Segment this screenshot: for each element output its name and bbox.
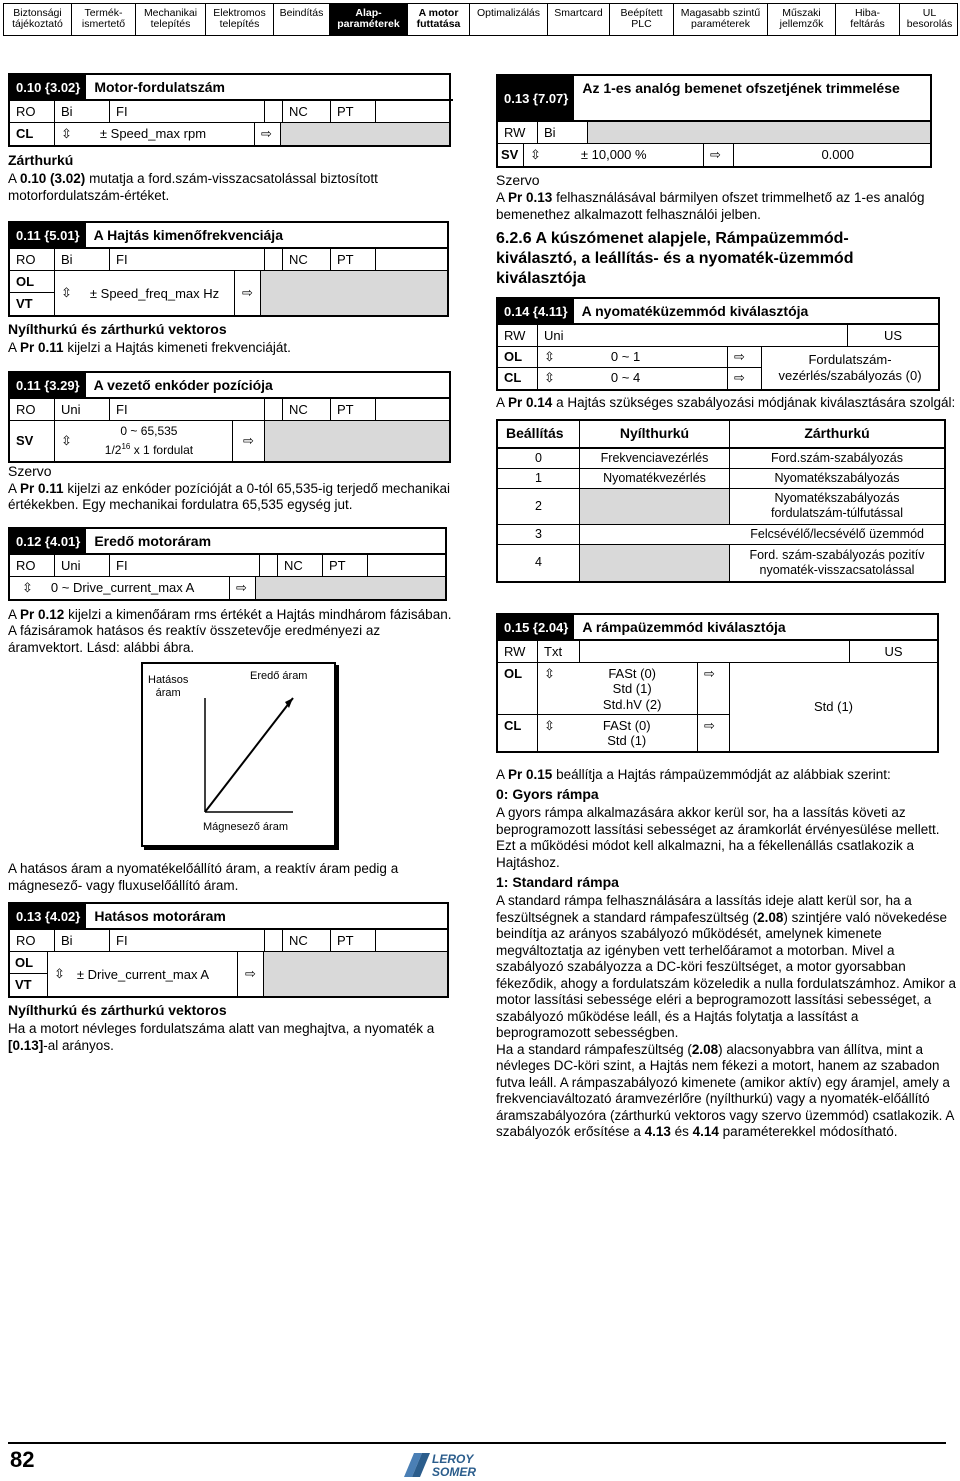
paragraph: A Pr 0.11 kijelzi a Hajtás kimeneti frekvenciáját. [8,340,291,355]
attr-cell: RW [498,325,538,346]
attr-cell [588,122,930,143]
paragraph: A 0.10 (3.02) mutatja a ford.szám-visszacsatolással biztosított motorfordulatszám-értéket. [8,171,378,203]
attr-cell [265,930,283,951]
arrow-cell [698,663,729,714]
mode-label: SV [10,421,55,461]
table-row [498,525,944,545]
section-label: Nyílthurkú és zárthurkú vektoros [8,1002,227,1018]
table-cell: Nyomatékszabályozás [774,470,900,485]
default-cell [265,421,449,461]
mode-label: CL [10,123,55,145]
range-cell [538,347,728,367]
param-table-0-13-active [8,902,449,998]
table-row [498,545,944,581]
arrow-right-icon: ⇨ [734,370,745,385]
nav-tab[interactable]: Elektromos telepítés [206,4,274,35]
table-cell: Nyomatékszabályozás fordulatszám-túlfutással [770,491,903,520]
range-cell [55,123,255,145]
attr-cell: RO [10,249,55,270]
arrow-right-icon: ⇨ [243,432,254,448]
nav-tab[interactable]: Magasabb szintű paraméterek [674,4,768,35]
param-table-0-15 [496,613,939,753]
updown-icon: ⇳ [61,126,72,141]
attr-cell: FI [110,930,265,951]
section-label: Nyílthurkú és zárthurkú vektoros [8,321,227,337]
param-title: A nyomatéküzemmód kiválasztója [581,303,809,319]
page-number: 82 [10,1447,35,1472]
subsection-title: 0: Gyors rámpa [496,786,599,802]
updown-icon: ⇳ [54,966,65,981]
result-current-label: Eredő áram [250,670,308,682]
nav-tab[interactable]: A motor futtatása [408,4,470,35]
param-code: 0.13 {7.07} [498,76,574,120]
param-table-0-12 [8,527,447,601]
options-value: FASt (0) Std (1) Std.hV (2) [602,665,662,712]
attr-cell: RO [10,930,55,951]
param-code: 0.11 {3.29} [10,373,86,397]
attr-cell [580,641,850,662]
range-cell [538,368,728,389]
updown-icon: ⇳ [61,432,72,448]
leroy-somer-logo [402,1449,490,1479]
arrow-cell [235,271,261,315]
updown-icon: ⇳ [22,579,33,595]
default-value: 0.000 [821,147,854,162]
column-header: Nyílthurkú [580,421,730,447]
param-title: A rámpaüzemmód kiválasztója [582,618,786,635]
range-value: 0 ~ 4 [610,370,641,385]
range-value: ± Drive_current_max A [76,966,210,982]
options-cell [538,715,698,751]
section-label: Szervo [8,462,52,479]
arrow-cell [728,347,761,367]
nav-tab[interactable]: Alap- paraméterek [330,4,408,35]
attr-cell: FI [110,101,265,122]
attr-cell: RO [10,101,55,122]
attr-cell: NC [283,101,331,122]
param-code: 0.11 {5.01} [10,223,86,247]
range-value: 0 ~ 65,535 [120,423,178,438]
param-table-0-10 [8,73,451,147]
param-code: 0.10 {3.02} [10,75,86,99]
updown-icon: ⇳ [544,370,555,385]
nav-tab[interactable]: Mechanikai telepítés [136,4,206,35]
param-title: Hatásos motoráram [94,908,226,924]
updown-icon: ⇳ [544,349,555,364]
options-value: FASt (0) Std (1) [602,717,651,748]
mode-label: OL [10,271,54,293]
attr-cell: NC [283,399,331,420]
range-value-2: $1/2^{16}$ x 1 fordulat [104,441,194,457]
table-cell: 1 [498,469,580,488]
attr-cell: FI [110,399,265,420]
arrow-cell [728,368,761,389]
default-cell [281,123,449,145]
arrow-right-icon: ⇨ [704,665,715,681]
column-header: Beállítás [498,421,580,447]
arrow-cell [230,577,256,599]
updown-icon: ⇳ [530,147,541,162]
paragraph: A Pr 0.14 a Hajtás szükséges szabályozási módjának kiválasztására szolgál: [496,395,956,410]
nav-tab[interactable]: Optimalizálás [470,4,548,35]
table-row [498,449,944,469]
default-cell [264,952,447,996]
attr-cell [376,101,449,122]
attr-cell [376,930,447,951]
range-value: ± 10,000 % [580,147,647,162]
attr-cell [260,555,278,576]
table-cell: Frekvenciavezérlés [580,449,730,468]
arrow-cell [238,952,264,996]
attr-cell: Bi [538,122,588,143]
table-cell: Ford.szám-szabályozás [771,450,903,465]
arrow-right-icon: ⇨ [242,285,253,300]
attr-cell [368,555,445,576]
table-cell [580,545,730,581]
table-cell: 3 [498,525,580,544]
attr-cell: NC [283,930,331,951]
table-cell: 2 [498,489,580,524]
range-cell [524,144,704,166]
mode-label: CL [498,715,538,751]
attr-cell: Uni [55,555,110,576]
attr-cell: PT [323,555,368,576]
table-row [498,469,944,489]
attr-cell: PT [331,399,376,420]
nav-tab[interactable]: Biztonsági tájékoztató [4,4,72,35]
svg-text:LEROY: LEROY [432,1452,474,1466]
arrow-cell [255,123,281,145]
attr-cell: RW [498,122,538,143]
table-cell: Ford. szám-szabályozás pozitív nyomaték-visszacsatolással [749,547,925,577]
arrow-right-icon: ⇨ [236,579,247,595]
default-cell [256,577,445,599]
current-vector-diagram [141,662,336,847]
range-cell [55,421,233,461]
nav-tab[interactable]: Hiba- feltárás [836,4,900,35]
arrow-cell [233,421,265,461]
section-label: Zárthurkú [8,152,74,168]
range-value: ± Speed_freq_max Hz [89,285,220,301]
table-cell [580,489,730,524]
mode-label: VT [15,977,32,992]
attr-cell [376,249,447,270]
range-value: 0 ~ Drive_current_max A [50,579,195,595]
arrow-cell [704,144,734,166]
param-table-0-13-offset [496,74,932,168]
settings-table [496,419,946,583]
attr-cell [265,399,283,420]
param-table-0-11-encoder [8,371,451,463]
updown-icon: ⇳ [544,665,555,681]
nav-tab[interactable]: Beindítás [274,4,330,35]
nav-tab[interactable]: Termék- ismertető [72,4,136,35]
paragraph: A gyors rámpa alkalmazására akkor kerül sor, ha a lassítás követi az beprogramozott lassítási sebességet az áramkorlát érvényesülése mellett. Ezt a működési módot kell alkalmazni, ha a fékellenállás csatlakozik a Hajtáshoz. [496,805,940,870]
paragraph: Ha a standard rámpafeszültség (2.08) alacsonyabbra van állítva, mint a névleges DC-köri szint, a Hajtás nem fékezi a motort, hanem az szabadon futva leáll. A rámpaszabályozó kimenete (amikor aktív) egy áramjel, amely a frekvenciaváltozató áramvezérlőre (nyílthurkú) vagy a nyomaték-előállító áramszabályozóra (zárthurkú vektoros vagy szervo üzemmód) csatlakozik. A szabályozók erősítése a 4.13 és 4.14 paraméterekkel módosítható. [496,1041,954,1139]
param-title: Az 1-es analóg bemenet ofszetjének trimmelése [582,80,900,96]
attr-cell: NC [283,249,331,270]
arrow-right-icon: ⇨ [734,349,745,364]
paragraph: A standard rámpa felhasználására a lassítás ideje alatt kerül sor, ha a feszültségnek a standard rámpafeszültség (2.08) szintjére való növekedése beindítja az arányos szabályozó működését, amelynek kimenete megváltoztatja az igényben vett terhelőáramot a motorban. Mivel a szabályozó szabályozza a DC-köri feszültséget, a motor gyorsabban fékeződik, ahogy a fordulatszám közeledik a nulla fordulatszámhoz. Amikor a motor lassítási sebessége eléri a beprogramozott lassítási sebességet, a szabályozó működése leáll, és a Hajtás folytatja a lassítást a beprogramozott sebességben. [496,893,956,1040]
attr-cell: PT [331,249,376,270]
attr-cell: FI [110,249,265,270]
range-value: 0 ~ 1 [610,349,641,364]
param-code: 0.13 {4.02} [10,904,86,928]
default-value: Fordulatszám- vezérlés/szabályozás (0) [778,352,922,383]
range-cell [55,271,235,315]
arrow-right-icon: ⇨ [710,147,721,162]
left-column [8,73,452,1054]
mode-label: OL [498,347,538,367]
attr-cell [376,399,449,420]
mode-label: OL [498,663,538,714]
subsection-title: 1: Standard rámpa [496,874,619,890]
section-heading: 6.2.6 A kúszómenet alapjele, Rámpaüzemmód-kiválasztó, a leállítás- és a nyomaték-üzemmód kiválasztója [496,230,854,287]
attr-cell: RO [10,399,55,420]
attr-cell: Uni [538,325,848,346]
param-code: 0.14 {4.11} [498,299,574,323]
paragraph: A Pr 0.13 felhasználásával bármilyen ofszet trimmelhető az 1-es analóg bemenethez alkalmazott felhasználói jelben. [496,190,925,222]
table-cell: Nyomatékvezérlés [580,469,730,488]
mode-label: CL [498,368,538,389]
options-cell [538,663,698,714]
paragraph: A Pr 0.15 beállítja a Hajtás rámpaüzemmódját az alábbiak szerint: [496,766,891,782]
param-code: 0.12 {4.01} [10,529,86,553]
section-label: Szervo [496,172,540,188]
table-row [498,489,944,525]
table-cell: Felcsévélő/lecsévélő üzemmód [750,526,924,541]
attr-cell: RO [10,555,55,576]
paragraph: A hatásos áram a nyomatékelőállító áram, a reaktív áram pedig a mágnesező- vagy fluxuselőállító áram. [8,861,399,893]
nav-tab[interactable]: Smartcard [548,4,610,35]
range-cell [10,577,230,599]
active-current-label: Hatásos áram [148,674,189,699]
nav-tab[interactable]: Műszaki jellemzők [768,4,836,35]
attr-cell: FI [110,555,260,576]
default-value: Std (1) [813,699,853,714]
nav-tab[interactable]: UL besorolás [906,7,953,30]
param-title: Eredő motoráram [94,532,212,549]
range-value: ± Speed_max rpm [99,126,207,141]
magnetizing-current-label: Mágnesező áram [203,821,288,833]
result-vector-line [205,698,293,812]
attr-cell: Uni [55,399,110,420]
paragraph: A Pr 0.12 kijelzi a kimenőáram rms értékét a Hajtás mindhárom fázisában. A fázisáramok hatásos és reaktív összetevője eredményezi az áramvektort. Lásd: alábbi ábra. [8,606,452,655]
range-cell [48,952,238,996]
attr-cell: US [884,643,903,659]
paragraph: A Pr 0.11 kijelzi az enkóder pozícióját a 0-tól 65,535-ig terjedő mechanikai értékekben. Egy mechanikai fordulatra 65,535 egység jut. [8,480,451,512]
attr-cell: Bi [55,101,110,122]
arrow-right-icon: ⇨ [704,717,715,733]
attr-cell: Txt [538,641,580,662]
table-cell: 0 [498,449,580,468]
param-table-0-14 [496,297,940,391]
param-title: Motor-fordulatszám [94,79,226,95]
nav-tab[interactable]: Beépített PLC [610,4,674,35]
attr-cell [265,101,283,122]
param-title: A Hajtás kimenőfrekvenciája [93,227,283,243]
attr-cell: RW [498,641,538,662]
updown-icon: ⇳ [61,285,72,300]
footer-divider [8,1442,946,1444]
default-cell [261,271,447,315]
mode-label: VT [16,296,33,311]
arrow-right-icon: ⇨ [245,966,256,981]
param-title: A vezető enkóder pozíciója [93,376,273,393]
attr-cell [265,249,283,270]
arrow-right-icon: ⇨ [261,126,272,141]
table-cell: 4 [498,545,580,581]
attr-cell: NC [278,555,323,576]
param-table-0-11-freq [8,221,449,317]
param-code: 0.15 {2.04} [498,615,574,639]
column-header: Zárthurkú [804,425,870,441]
paragraph: Ha a motort névleges fordulatszáma alatt van meghajtva, a nyomaték a [0.13]-al arányos. [8,1021,435,1053]
arrow-cell [698,715,729,751]
svg-text:SOMER: SOMER [432,1465,477,1479]
right-column [496,74,956,1141]
attr-cell: US [883,328,903,343]
attr-cell: Bi [55,249,110,270]
mode-label: SV [498,144,524,166]
mode-label: OL [10,952,47,974]
attr-cell: PT [331,930,376,951]
updown-icon: ⇳ [544,717,555,733]
attr-cell: PT [331,101,376,122]
attr-cell: Bi [55,930,110,951]
top-navigation [3,3,958,36]
